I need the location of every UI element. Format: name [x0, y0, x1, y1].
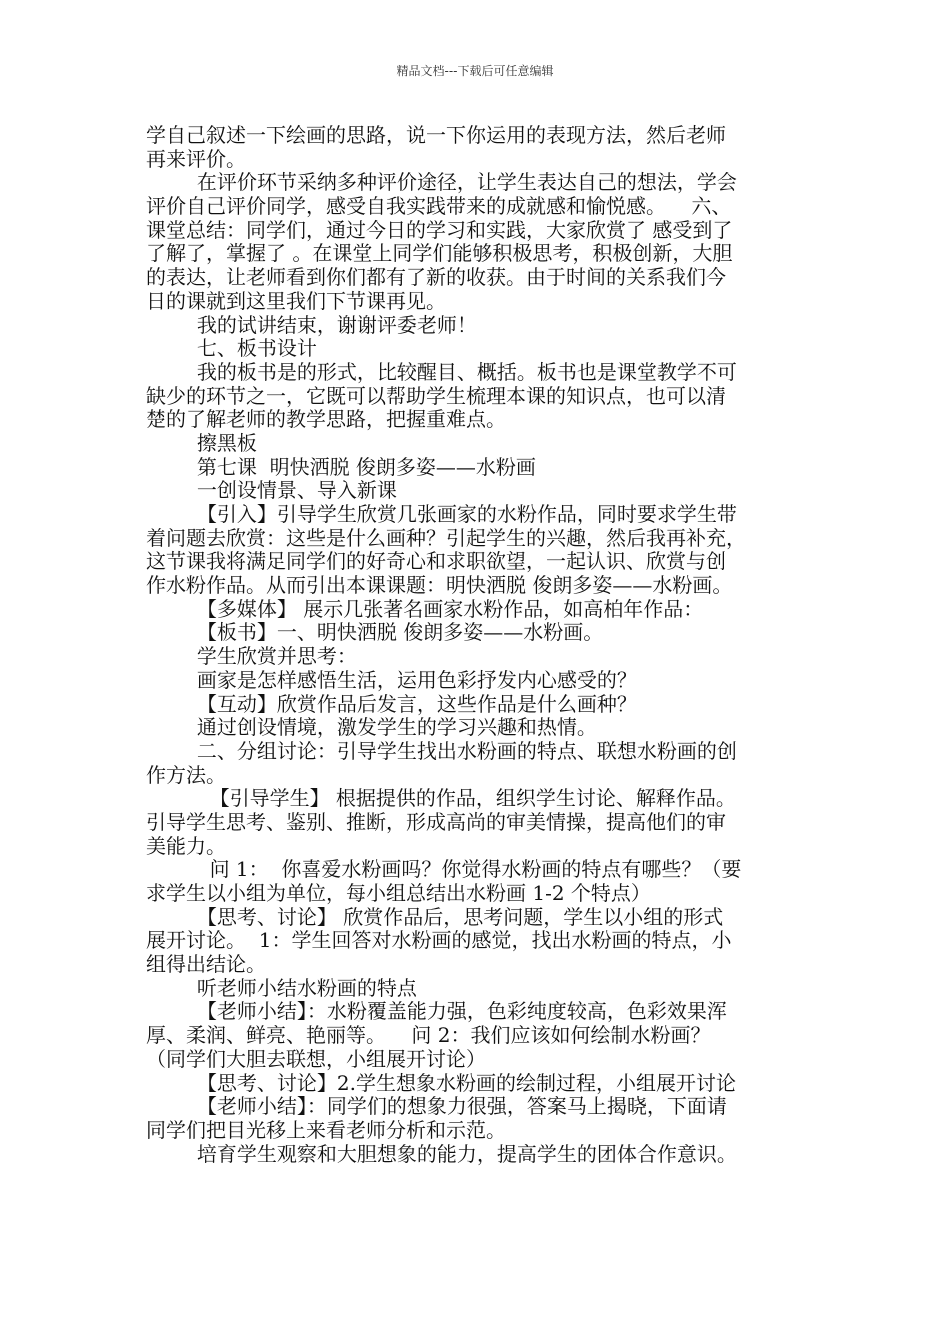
text-line: 这节课我将满足同学们的好奇心和求职欲望，一起认识、欣赏与创 — [146, 549, 726, 574]
text-line: 我的试讲结束，谢谢评委老师！ — [146, 312, 477, 337]
text-line: 了解了，掌握了 。在课堂上同学们能够积极思考，积极创新，大胆 — [146, 241, 733, 266]
text-line: 日的课就到这里我们下节课再见。 — [146, 288, 446, 313]
text-line: 【思考、讨论】2.学生想象水粉画的绘制过程，小组展开讨论 — [146, 1070, 736, 1095]
text-line: 【引入】引导学生欣赏几张画家的水粉作品，同时要求学生带 — [146, 502, 737, 526]
text-line: 厚、柔润、鲜亮、艳丽等。 问 2：我们应该如何绘制水粉画？ — [146, 1023, 711, 1048]
text-line: 评价自己评价同学，感受自我实践带来的成就感和愉悦感。 六、 — [146, 194, 732, 219]
text-line: 第七课 明快洒脱 俊朗多姿——水粉画 — [146, 454, 536, 479]
text-line: 通过创设情境，激发学生的学习兴趣和热情。 — [146, 715, 597, 740]
text-line: 引导学生思考、鉴别、推断，形成高尚的审美情操，提高他们的审 — [146, 809, 726, 834]
text-line: 缺少的环节之一，它既可以帮助学生梳理本课的知识点，也可以清 — [146, 383, 726, 408]
text-line: 的表达，让老师看到你们都有了新的收获。由于时间的关系我们今 — [146, 265, 726, 290]
text-line: 【板书】一、明快洒脱 俊朗多姿——水粉画。 — [146, 620, 604, 645]
text-line: 问 1： 你喜爱水粉画吗？你觉得水粉画的特点有哪些？（要 — [146, 857, 742, 882]
document-body — [146, 124, 806, 1166]
text-line: 学生欣赏并思考： — [146, 644, 357, 669]
text-line: 在评价环节采纳多种评价途径，让学生表达自己的想法，学会 — [146, 170, 737, 195]
text-line: 作方法。 — [146, 762, 226, 787]
text-line: 楚的了解老师的教学思路，把握重难点。 — [146, 407, 506, 432]
text-line: （同学们大胆去联想，小组展开讨论） — [146, 1046, 486, 1071]
text-line: 同学们把目光移上来看老师分析和示范。 — [146, 1117, 506, 1142]
text-line: 【思考、讨论】 欣赏作品后，思考问题，学生以小组的形式 — [146, 904, 724, 929]
text-line: 七、板书设计 — [146, 336, 317, 361]
text-line: 作水粉作品。从而引出本课课题：明快洒脱 俊朗多姿——水粉画。 — [146, 573, 733, 598]
text-line: 再来评价。 — [146, 146, 246, 171]
text-line: 课堂总结：同学们，通过今日的学习和实践，大家欣赏了 感受到了 — [146, 217, 733, 242]
text-line: 求学生以小组为单位，每小组总结出水粉画 1-2 个特点） — [146, 881, 651, 905]
text-line: 组得出结论。 — [146, 952, 266, 977]
text-line: 【老师小结】：水粉覆盖能力强，色彩纯度较高，色彩效果浑 — [146, 999, 727, 1024]
text-line: 擦黑板 — [146, 430, 257, 455]
text-line: 我的板书是的形式，比较醒目、概括。板书也是课堂教学不可 — [146, 359, 737, 384]
text-line: 二、分组讨论：引导学生找出水粉画的特点、联想水粉画的创 — [146, 738, 737, 763]
text-line: 【引导学生】 根据提供的作品，组织学生讨论、解释作品。 — [146, 786, 736, 811]
text-line: 培育学生观察和大胆想象的能力，提高学生的团体合作意识。 — [146, 1141, 737, 1166]
text-line: 【互动】欣赏作品后发言，这些作品是什么画种？ — [146, 691, 637, 716]
text-line: 【老师小结】：同学们的想象力很强，答案马上揭晓，下面请 — [146, 1094, 727, 1119]
page-header: 精品文档---下载后可任意编辑 — [396, 64, 554, 78]
text-line: 画家是怎样感悟生活，运用色彩抒发内心感受的？ — [146, 667, 637, 692]
text-line: 一创设情景、导入新课 — [146, 478, 397, 503]
text-line: 美能力。 — [146, 833, 226, 858]
text-line: 【多媒体】 展示几张著名画家水粉作品，如高柏年作品： — [146, 596, 704, 621]
text-line: 学自己叙述一下绘画的思路，说一下你运用的表现方法，然后老师 — [146, 123, 726, 147]
text-line: 着问题去欣赏：这些是什么画种？引起学生的兴趣，然后我再补充， — [146, 525, 746, 550]
text-line: 听老师小结水粉画的特点 — [146, 975, 417, 1000]
text-line: 展开讨论。 1：学生回答对水粉画的感觉，找出水粉画的特点，小 — [146, 928, 732, 953]
